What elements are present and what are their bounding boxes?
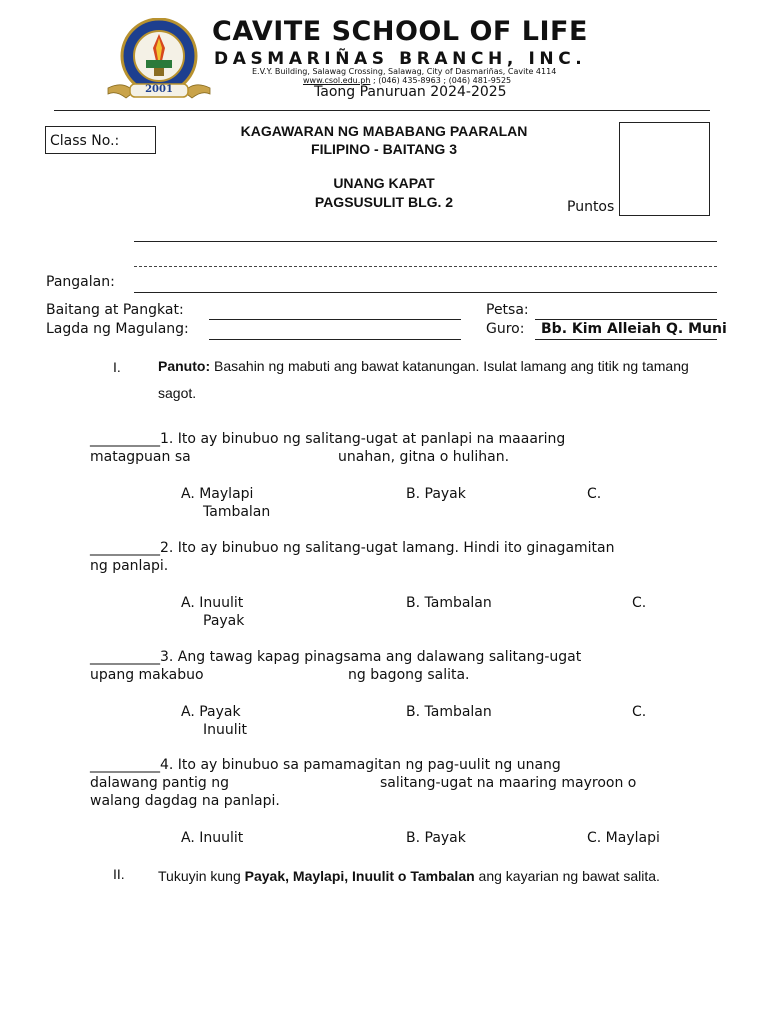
score-label: Puntos <box>567 199 615 215</box>
question-3-line2a: upang makabuo <box>90 667 204 683</box>
q2-choice-c[interactable]: C. <box>632 595 647 611</box>
name-line-1 <box>134 241 717 242</box>
part2-text-a: Tukuyin kung <box>158 868 245 884</box>
question-2-line2a: ng panlapi. <box>90 558 169 574</box>
q4-choice-c[interactable]: C. Maylapi <box>587 830 660 846</box>
answer-blank-3[interactable]: __________ <box>90 649 160 665</box>
question-2-text: 2. Ito ay binubuo ng salitang-ugat lamang. Hindi ito ginagamitan <box>160 540 615 556</box>
teacher-name: Bb. Kim Alleiah Q. Muni <box>541 321 727 337</box>
question-4-text: 4. Ito ay binubuo sa pamamagitan ng pag-uulit ng unang <box>160 757 561 773</box>
score-box[interactable] <box>619 122 710 216</box>
q1-choice-a[interactable]: A. Maylapi <box>181 486 254 502</box>
question-4-line3: walang dagdag na panlapi. <box>90 793 280 809</box>
class-no-label: Class No.: <box>50 133 120 149</box>
q4-choice-b[interactable]: B. Payak <box>406 830 466 846</box>
part2-text-b: ang kayarian ng bawat salita. <box>474 868 660 884</box>
question-1 <box>90 430 730 466</box>
part2-instruction <box>158 866 678 886</box>
question-1-text: 1. Ito ay binubuo ng salitang-ugat at panlapi na maaaring <box>160 431 566 447</box>
answer-blank-4[interactable]: __________ <box>90 757 160 773</box>
name-line-2 <box>134 266 717 267</box>
question-3-text: 3. Ang tawag kapag pinagsama ang dalawang salitang-ugat <box>160 649 582 665</box>
school-address: E.V.Y. Building, Salawag Crossing, Salawag, City of Dasmariñas, Cavite 4114 <box>252 67 557 76</box>
q3-choice-b[interactable]: B. Tambalan <box>406 704 492 720</box>
answer-blank-2[interactable]: __________ <box>90 540 160 556</box>
q1-choice-c-text: Tambalan <box>203 504 271 520</box>
department-title: KAGAWARAN NG MABABANG PAARALAN <box>240 123 528 139</box>
q3-choice-c[interactable]: C. <box>632 704 647 720</box>
parent-signature-label: Lagda ng Magulang: <box>46 321 189 337</box>
name-field[interactable] <box>134 292 717 293</box>
answer-blank-1[interactable]: __________ <box>90 431 160 447</box>
parent-signature-field[interactable] <box>209 339 461 340</box>
date-label: Petsa: <box>486 302 529 318</box>
instruction-heading: Panuto: <box>158 358 211 374</box>
instruction-text: Basahin ng mabuti ang bawat katanungan. Isulat lamang ang titik ng tamang sagot. <box>158 358 689 401</box>
q4-choice-a[interactable]: A. Inuulit <box>181 830 244 846</box>
question-1-line2b: unahan, gitna o hulihan. <box>338 449 510 465</box>
q2-choice-b[interactable]: B. Tambalan <box>406 595 492 611</box>
school-phones: ; (046) 435-8963 ; (046) 481-9525 <box>370 76 512 85</box>
school-logo <box>104 18 214 100</box>
q1-choice-b[interactable]: B. Payak <box>406 486 466 502</box>
question-3 <box>90 648 730 684</box>
school-year: Taong Panuruan 2024-2025 <box>314 84 507 100</box>
question-4 <box>90 756 730 810</box>
question-4-line2b: salitang-ugat na maaring mayroon o <box>380 775 637 791</box>
teacher-field <box>535 339 717 340</box>
part1-roman: I. <box>113 359 121 375</box>
question-2 <box>90 539 730 575</box>
q1-choice-c[interactable]: C. <box>587 486 602 502</box>
part2-roman: II. <box>113 866 125 882</box>
date-field[interactable] <box>535 319 717 320</box>
logo-year: 2001 <box>145 84 173 95</box>
grade-section-label: Baitang at Pangkat: <box>46 302 184 318</box>
grade-section-field[interactable] <box>209 319 461 320</box>
quiz-title: PAGSUSULIT BLG. 2 <box>314 194 454 210</box>
q2-choice-a[interactable]: A. Inuulit <box>181 595 244 611</box>
school-website-link[interactable]: www.csol.edu.ph <box>303 76 371 85</box>
question-4-line2a: dalawang pantig ng <box>90 775 229 791</box>
question-1-line2a: matagpuan sa <box>90 449 191 465</box>
question-3-line2b: ng bagong salita. <box>348 667 470 683</box>
class-no-box[interactable] <box>45 126 156 154</box>
subject-grade: FILIPINO - BAITANG 3 <box>311 141 457 157</box>
part2-text-bold: Payak, Maylapi, Inuulit o Tambalan <box>244 868 475 884</box>
part1-instruction <box>158 353 698 407</box>
q3-choice-c-text: Inuulit <box>203 722 248 738</box>
school-branch: DASMARIÑAS BRANCH, INC. <box>214 49 587 69</box>
teacher-label: Guro: <box>486 321 525 337</box>
school-name: CAVITE SCHOOL OF LIFE <box>212 16 588 47</box>
q3-choice-a[interactable]: A. Payak <box>181 704 241 720</box>
quarter-title: UNANG KAPAT <box>333 175 435 191</box>
q2-choice-c-text: Payak <box>203 613 245 629</box>
name-label: Pangalan: <box>46 274 115 290</box>
header-divider <box>54 110 710 111</box>
